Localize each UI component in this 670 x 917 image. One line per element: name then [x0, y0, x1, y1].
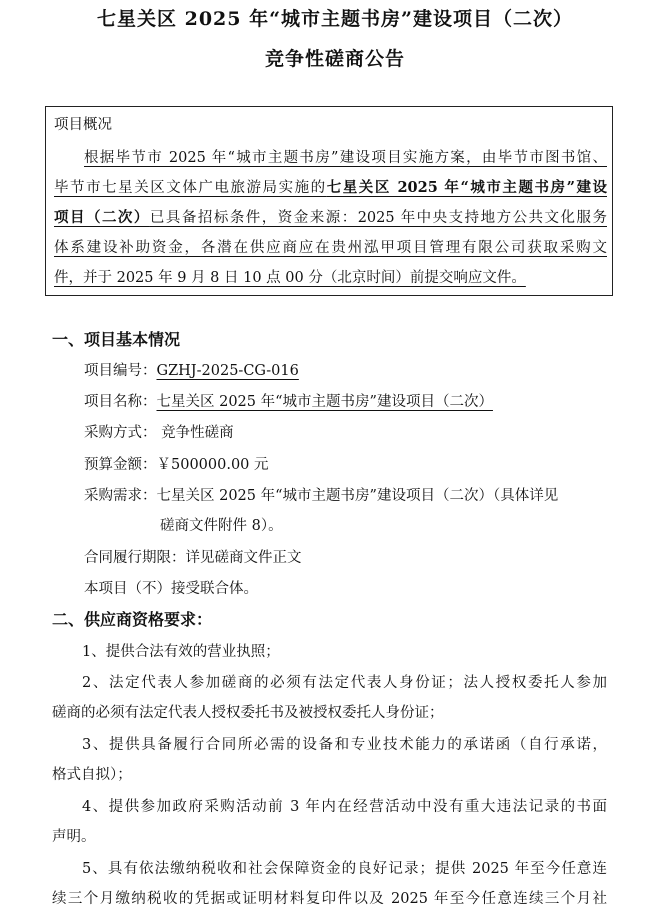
qualification-item-4: 4、提供参加政府采购活动前 3 年内在经营活动中没有重大违法记录的书面 声明。 — [52, 799, 607, 845]
section-qualification-heading: 二、供应商资格要求： — [52, 610, 213, 629]
procurement-method-row — [84, 421, 234, 442]
consortium-text: 本项目（不）接受联合体。 — [84, 581, 258, 597]
project-name-value: 七星关区 2025 年“城市主题书房”建设项目（二次） — [156, 394, 493, 410]
procurement-method-value: 竞争性磋商 — [161, 425, 234, 441]
announcement-title: 七星关区 2025 年“城市主题书房”建设项目（二次） — [97, 8, 573, 30]
overview-line-5: 件，并于 2025 年 9 月 8 日 10 点 00 分（北京时间）前提交响应文件。 — [54, 270, 526, 286]
qualification-item-5: 5、具有依法缴纳税收和社会保障资金的良好记录；提供 2025 年至今任意连 续三个月缴纳税收的凭据或证明材料复印件以及 2025 年至今任意连续三个月社 — [52, 861, 607, 907]
contract-period-label: 合同履行期限： — [84, 550, 186, 566]
overview-heading: 项目概况 — [54, 117, 112, 133]
qualification-item-3: 3、提供具备履行合同所必需的设备和专业技术能力的承诺函（自行承诺， 格式自拟）； — [52, 737, 607, 783]
project-overview-box — [45, 106, 613, 296]
overview-body — [54, 143, 607, 293]
budget-label: 预算金额： — [84, 457, 157, 473]
demand-row — [84, 484, 558, 505]
contract-period-value: 详见磋商文件正文 — [185, 550, 302, 566]
project-name-label: 项目名称： — [84, 394, 157, 410]
overview-line-2: 毕节市七星关区文体广电旅游局实施的七星关区 2025 年“城市主题书房”建设 — [54, 179, 607, 196]
demand-row-continued — [160, 514, 283, 535]
overview-line-3: 项目（二次）已具备招标条件，资金来源：2025 年中央支持地方公共文化服务 — [54, 209, 607, 226]
procurement-method-label: 采购方式： — [84, 425, 157, 441]
budget-value: ￥500000.00 元 — [156, 457, 269, 473]
demand-value-line2: 磋商文件附件 8）。 — [160, 518, 283, 534]
overview-line-4: 体系建设补助资金，各潜在供应商应在贵州泓甲项目管理有限公司获取采购文 — [54, 240, 607, 256]
announcement-subtitle: 竞争性磋商公告 — [264, 48, 405, 70]
project-number-row — [84, 359, 299, 380]
overview-line-1: 根据毕节市 2025 年“城市主题书房”建设项目实施方案，由毕节市图书馆、 — [84, 150, 607, 166]
project-number-value: GZHJ-2025-CG-016 — [156, 363, 299, 379]
consortium-row — [84, 577, 258, 598]
demand-label: 采购需求： — [84, 488, 157, 504]
budget-row — [84, 453, 269, 474]
project-name-row — [84, 390, 493, 411]
section-basic-info-heading: 一、项目基本情况 — [52, 330, 181, 349]
project-number-label: 项目编号： — [84, 363, 157, 379]
qualification-item-1: 1、提供合法有效的营业执照； — [82, 644, 280, 660]
demand-value-line1: 七星关区 2025 年“城市主题书房”建设项目（二次）（具体详见 — [156, 488, 559, 504]
qualification-item-2: 2、法定代表人参加磋商的必须有法定代表人身份证；法人授权委托人参加 磋商的必须有法定代表人授权委托书及被授权委托人身份证； — [52, 675, 607, 721]
contract-period-row — [84, 546, 302, 567]
